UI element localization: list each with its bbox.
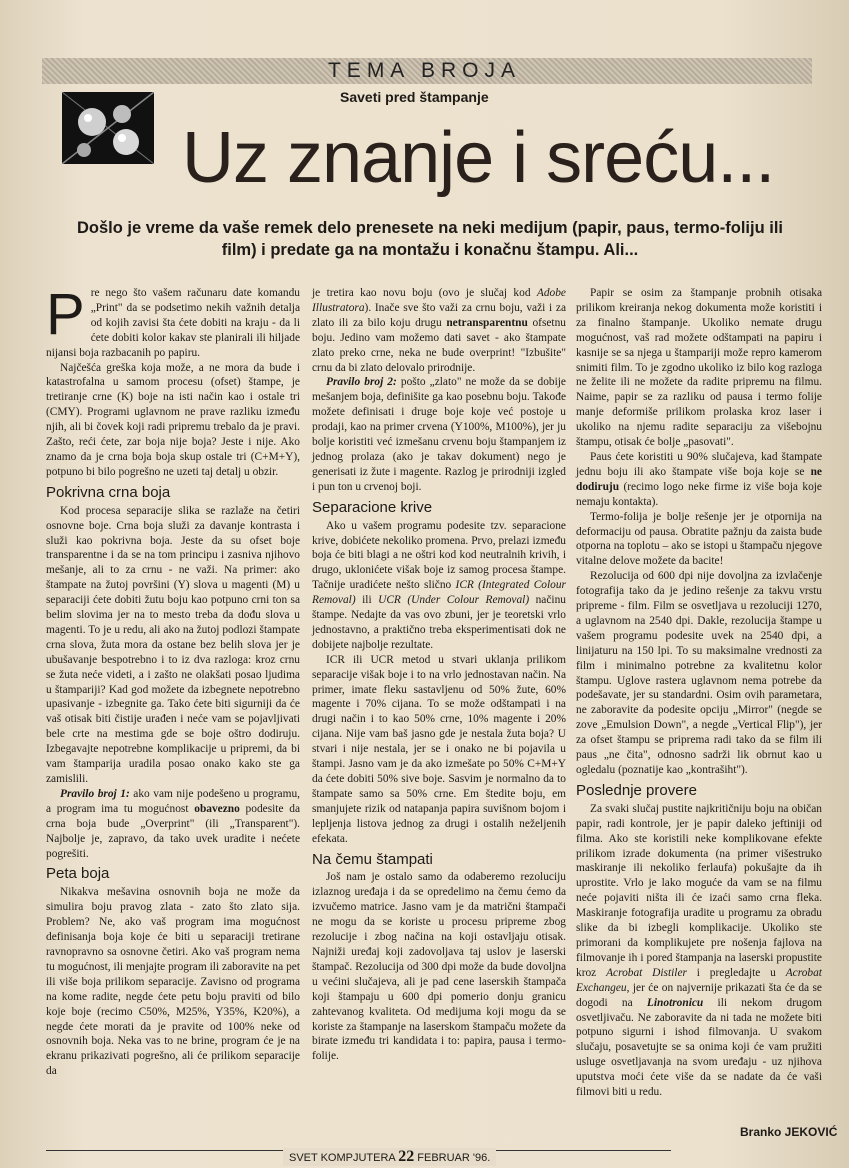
paragraph (576, 802, 822, 1100)
paragraph: Još nam je ostalo samo da odaberemo rezoluciju izlaznog uređaja i da se opredelimo na čemu ćemo da izvučemo matrice. Jasno vam je da matrični štampači ne mogu da se koriste u procesu pripreme zbog rezolucije i zbog načina na koji ostavljaju otisak. Najniži uređaj koji zadovoljava taj uslov je laserski štampač. Rezolucija od 300 dpi može da bude dovoljna u većini slučajeva, ali je pad cene laserskih štampača koji štampaju u 600 dpi pomerio donju granicu zahtevanog kvaliteta. Od medijuma koji mogu da se koriste za štampanje na laserskom štampaču možete da birate između tri kandidata i to: papira, pausa i termo-folije. (312, 871, 566, 1063)
section-heading: Pokrivna crna boja (46, 483, 171, 501)
magazine-name: SVET KOMPJUTERA (289, 1152, 396, 1164)
page-title: Uz znanje i sreću... (182, 118, 775, 198)
paragraph: Papir se osim za štampanje probnih otisaka prilikom kreiranja nekog dokumenta može koristiti i za finalno štampanje. Ukoliko nemate drugu mogućnost, vaš rad možete odštampati na papiru i kasnije se sa njega u štampariji može repro kamerom snimiti film. To je zgodno ukoliko iz bilo kog razloga ne želite ili ne možete da radite pripremu na filmu. Naime, papir se za razliku od pausa i termo folije manje deformiše prilikom prolaska kroz laser i ukoliko na njemu radite separaciju za višebojnu štampu, otisak će bolje „pasovati". (576, 287, 822, 449)
paragraph: Najčešća greška koja može, a ne mora da bude i katastrofalna u samom procesu (ofset) štampe, je tretiranje crne (K) boje na isti način kao i ostale tri (CMY). Programi uglavnom ne prave razliku između njih, ali bi čovek koji radi pripremu trebalo da je pravi. Zašto, reći ćete, zar boja nije boja? Jeste i nije. Ako znamo da je crna boja boja skup ostale tri (C+M+Y), potpuno bi bilo pogrešno ne uzeti taj detalj u obzir. (46, 361, 300, 478)
paragraph-text: pošto „zlato" ne može da se dobije mešanjem boja, definišite ga kao posebnu boju. Takođe možete definisati i druge boje koje već postoje u prodaji, kao na primer crvena (Y100%, M100%), jer ju bolje koristiti već izmešanu crvenu boju štampanjem iz jednog prolaza (ako je takav dokument) nego je generisati iz žute i magente. Razlog je prirodniji izgled i pun ton u crvenoj boji. (312, 376, 566, 493)
paragraph-text: ili nekom drugom osvetljivaču. Ne zaboravite da ni tada ne možete biti potpuno sigurni i ishod filmovanja. U svakom slučaju, posavetujte se sa onima koji će vam pružiti usluge osvetljavanja na svom uređaju - uz njihova uputstva moći ćete više da se nadate da će vaši filmovi biti u redu. (576, 996, 822, 1099)
paragraph-text: Za svaki slučaj pustite najkritičniju boju na običan papir, radi kontrole, jer je papir daleko jeftiniji od filma. Ako ste koristili neke komplikovane efekte prilikom izrade dokumenta (na primer višestruko maskiranje ili nekoliko ferlaufa) pokušajte da ih uprostite. Vrlo je lako moguće da vam se na filmu neće pojaviti ništa ili će izaći samo crna fleka. Maskiranje fotografija uradite u programu za obradu slike da bi izbegli komplikacije. Ukoliko ste primorani da komplikujete pre nošenja fajlova na filmovanje ih i pored štampanja na laserski propustite kroz (576, 802, 822, 979)
paragraph: Nikakva mešavina osnovnih boja ne može da simulira boju pravog zlata - zato što zlato sija. Problem? Ne, ako vaš program ima mogućnost definisanja boja koje će biti u separaciji tretirane ravnopravno sa osnovne četiri. Ako vaš program nema tu mogućnost, ili menjajte program ili zaboravite na pet ili više boja prilikom separacije. Zavisno od programa na kome radite, negde ćete petu boju praviti od bilo koje boje (recimo C50%, M25%, Y35%, K20%), a negde ćete morati da je pravite od 100% neke od osnovnih boja. Neka vas to ne brine, program će je na ekranu prikazivati pogrešno, ali će prilikom separacije da (46, 886, 300, 1078)
paragraph (46, 282, 300, 361)
bold-text: obavezno (194, 802, 240, 815)
bold-text: ne dodiruju (576, 465, 822, 493)
rule-label: Pravilo broj 2: (326, 376, 397, 389)
paragraph: Rezolucija od 600 dpi nije dovoljna za izvlačenje fotografija tako da je jedino rešenje za takvu vrstu pripreme - film. Film se osvetljava u rezoluciji 1270, a uglavnom na 2540 dpi. Dakle, rezolucija štampe u vašem programu podesite uvek na 2540 dpi, a linijaturu na 150 lpi. To su maksimalne vrednosti za film i minimalno potrebne za kvalitetnu kolor štampu. Uglove rastera uglavnom nema potrebe da podešavate, jer su standardni. Osim ovih parametara, ne zaboravite da podesite opciju „Mirror" (negde se zove „Emulsion Down", a negde „Vertical Flip"), jer za ofset štampu se priprema radi tako da se film ili paus „ne čita", odnosno sadrži lik obrnut kao u ogledalu (poznatije kao „kontrašiht"). (576, 570, 822, 776)
italic-text: Linotronicu (646, 996, 704, 1009)
paragraph (312, 286, 566, 375)
article-column-1 (46, 282, 301, 1079)
decorative-spheres-icon (62, 92, 154, 164)
paragraph: ICR ili UCR metod u stvari uklanja prilikom separacije višak boje i to na vrlo jednostavan način. Na primer, imate fleku sastavljenu od 50% žute, 60% magente i 70% cijana. To se može odštampati i na drugi način i to kao 50% crne, 10% magente i 20% cijana. Nije vam baš jasno gde je nestala žuta boja? U stvari i nije nestala, jer se i onako ne bi pojavila u štampi. Jasno vam je da ako izmešate po 50% C+M+Y da ćete dobiti 50% sive boje. Sasvim je normalno da to štampate samo sa 50% crne. Em štedite boju, em smanjujete rizik od natapanja papira suvišnom bojom i lepljenja listova jednog za drugi i ostalih neželjenih efekata. (312, 653, 566, 845)
paragraph-text: ako vam nije podešeno u programu, a program ima tu mogućnost (46, 787, 300, 815)
paragraph-text: ofsetnu boju. Jedino vam možemo dati savet - ako štampate zlato preko crne, neka ne bude overprint! "Izbušite" crnu da bi zlato delovalo prirodnije. (312, 316, 566, 374)
italic-text: Acrobat Exchangeu (576, 966, 822, 994)
section-title: TEMA BROJA (327, 59, 522, 82)
subtitle: Saveti pred štampanje (340, 89, 489, 105)
paragraph-text: (recimo logo neke firme iz više boja koje nemaju kontakta). (576, 480, 822, 508)
rule-paragraph (46, 787, 300, 862)
paragraph-text: re nego što vašem računaru date komandu „Print" da se podsetimo nekih važnih detalja od kojih zavisi šta ćete dobiti na kraju - da li ćete dobiti kolor kakav ste planirali ili hiljade nijansi boja razbacanih po papiru. (46, 287, 300, 359)
paragraph-text: Ako u vašem programu podesite tzv. separacione krive, dobićete nekoliko promena. Prvo, prelazi između boja će biti blagi a ne oštri kod kod neutralnih krivih, i drugo, uklonićete višak boje iz samog procesa štampe. Tačnije uradićete nešto slično (312, 519, 566, 592)
rule-paragraph (312, 375, 566, 494)
section-heading: Peta boja (46, 865, 110, 883)
issue-date: FEBRUAR '96. (417, 1152, 491, 1164)
section-heading: Separacione krive (312, 498, 433, 516)
logo-graphic (62, 92, 154, 164)
paragraph (312, 519, 566, 653)
paragraph-text: i pregledajte u (686, 966, 786, 979)
italic-text: ICR (Integrated Colour Removal) (312, 579, 566, 607)
paragraph: Kod procesa separacije slika se razlaže na četiri osnovne boje. Crna boja služi za davanje kontrasta i služi kao pokrivna boja. Jeste da su ofset boje transparentne i da se na tom principu i zasniva njihovo mešanje, ali to za crnu - ne važi. Na primer: ako štampate na žutoj površini (Y) slova u magenti (M) u separaciji ćete dobiti žutu boju kao potpuno crni ton sa belim slovima jer na to mesto treba da dođu slova u magenti. To je u redu, ali ako na žutoj podlozi štampate crna slova, žuta mora da ostane bez belih slova jer je ubušavanje bespotrebno i to iz dva razloga: kroz crnu se žuta neće videti, a i zašto ne olakšati posao ljudima u štampariji? Kad god možete da izbegnete nepotrebno upasivanje - izbegnite ga. Tako ćete biti sigurniji da će vaš otisak biti čistije urađen i neće vam se pojavljivati bele crte na mestima gde se boje oštro dodiruju. Izbegavajte nepotrebne komplikacije u pripremi, da bi vam štamparija uradila posao onako kako ste ga zamislili. (46, 504, 300, 785)
page-footer (283, 1148, 496, 1166)
paragraph (576, 450, 822, 510)
bold-text: netransparentnu (446, 316, 528, 329)
paragraph-text: ). Inače sve što važi za crnu boju, važi i za zlato ili za bilo koju drugu (312, 301, 566, 329)
italic-text: UCR (Under Colour Removal) (378, 594, 530, 607)
article-column-2 (312, 286, 566, 1064)
paragraph-text: Paus ćete koristiti u 90% slučajeva, kad štampate jednu boju ili ako štampate više boja koje se (576, 450, 822, 478)
paragraph-text: podesite da crna boja bude „Overprint" (ili „Transparent"). Najbolje je, zapravo, da tako uvek uradite i nećete pogrešiti. (46, 802, 301, 860)
paragraph: Termo-folija je bolje rešenje jer je otpornija na deformaciju od pausa. Obratite pažnju da zaista bude otporna na toplotu – ako se istopi u štampaču njegove vitalne delove možete da bacite! (576, 510, 822, 568)
drop-cap: P (46, 282, 85, 347)
paragraph-text: načinu štampe. Nedajte da vas ovo zbuni, jer je teoretski vrlo jednostavno, a praktično treba eksperimentisati dok ne dobijete najbolje rezultate. (312, 594, 566, 651)
paragraph-text: je tretira kao novu boju (ovo je slučaj kod (312, 287, 537, 299)
rule-label: Pravilo broj 1: (60, 787, 130, 800)
lead-paragraph: Došlo je vreme da vaše remek delo prenesete na neki medijum (papir, paus, termo-foliju ili film) i predate ga na montažu i konačnu štampu. Ali... (76, 219, 784, 259)
section-heading: Poslednje provere (576, 781, 697, 799)
paragraph-text: ili (355, 594, 379, 607)
section-heading: Na čemu štampati (312, 850, 433, 868)
article-column-3 (576, 286, 822, 1100)
author-signature: Branko JEKOVIĆ (740, 1125, 838, 1139)
paragraph-text: , jer će on najverniје prikazati šta će da se dogodi na (576, 981, 822, 1009)
page-number: 22 (398, 1148, 415, 1165)
italic-text: Adobe Illustratora (312, 287, 566, 314)
italic-text: Acrobat Distiler (606, 966, 687, 979)
